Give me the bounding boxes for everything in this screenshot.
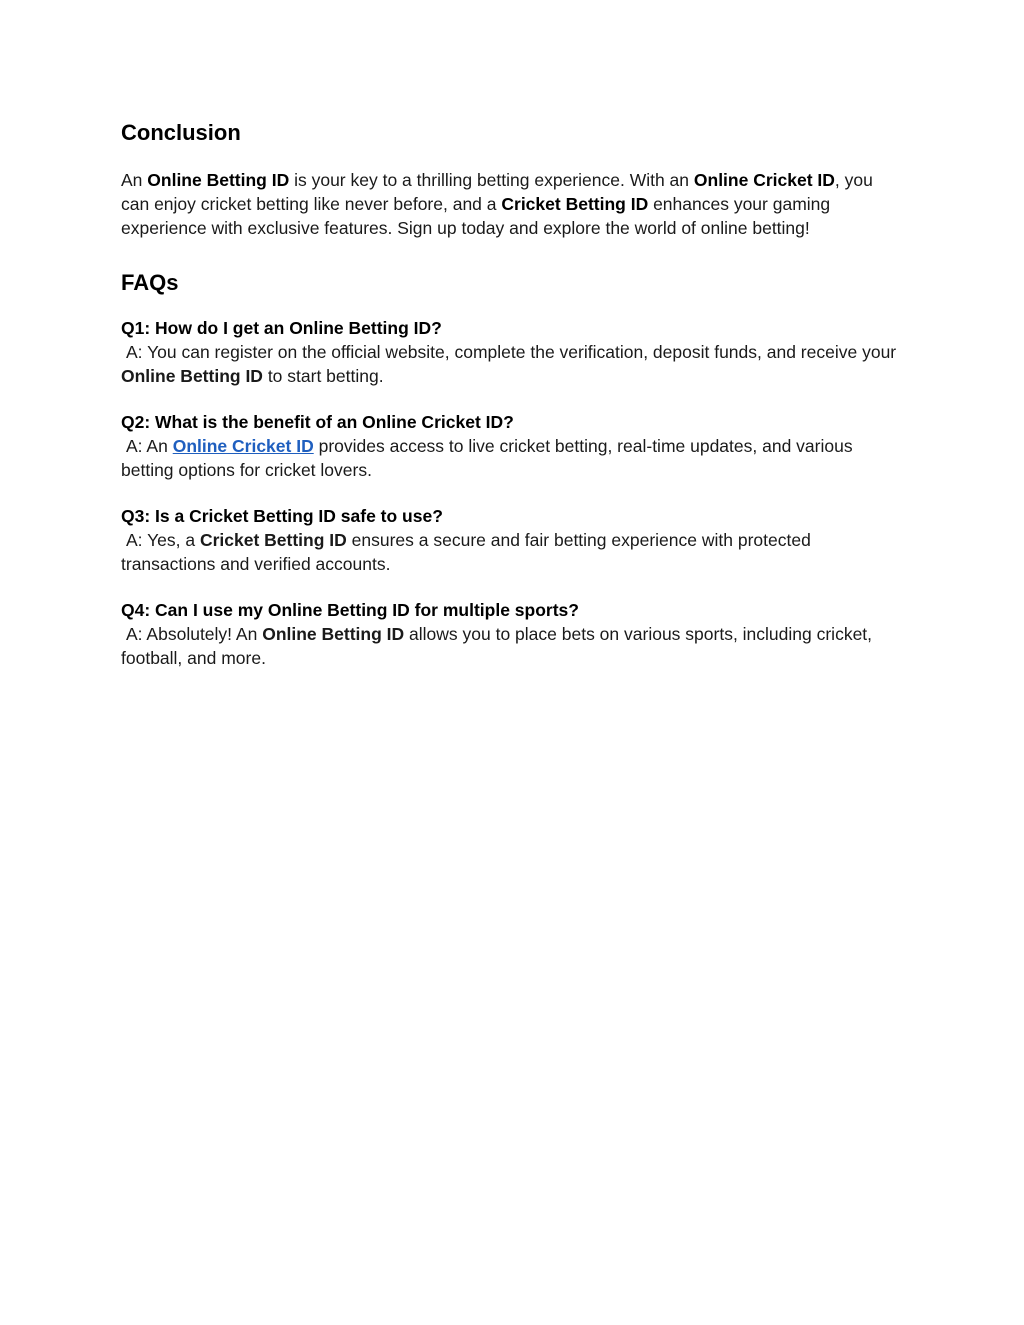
faq-answer-2-text-2: provides access to live cricket betting, real-time updates, and various betting options for cricket lovers. — [121, 436, 853, 480]
conclusion-paragraph — [121, 168, 901, 240]
faq-answer-4-text-1: A: Absolutely! An — [126, 624, 263, 644]
faq-question-3: Q3: Is a Cricket Betting ID safe to use? — [121, 506, 443, 526]
conclusion-text-1: An — [121, 170, 148, 190]
conclusion-bold-cricket-betting-id: Cricket Betting ID — [501, 194, 649, 214]
faq-answer-3-text-1: A: Yes, a — [126, 530, 200, 550]
online-cricket-id-link[interactable]: Online Cricket ID — [172, 436, 314, 456]
faq-answer-3 — [121, 528, 901, 576]
faq-question-2: Q2: What is the benefit of an Online Cricket ID? — [121, 412, 514, 432]
faq-answer-4-text-2: allows you to place bets on various sports, including cricket, football, and more. — [121, 624, 873, 668]
faq-answer-4-bold: Online Betting ID — [262, 624, 405, 644]
faq-answer-1-text-1: A: You can register on the official website, complete the verification, deposit funds, and receive your — [126, 342, 897, 362]
faq-answer-2 — [121, 434, 901, 482]
conclusion-bold-online-betting-id: Online Betting ID — [147, 170, 290, 190]
document-page — [121, 118, 901, 670]
conclusion-text-3: , you can enjoy cricket betting like never before, and a — [121, 170, 873, 214]
faq-item-1 — [121, 316, 901, 388]
faq-item-4 — [121, 598, 901, 670]
faq-answer-1-bold: Online Betting ID — [121, 366, 263, 386]
conclusion-bold-online-cricket-id: Online Cricket ID — [693, 170, 835, 190]
faq-item-2 — [121, 410, 901, 482]
faq-question-4: Q4: Can I use my Online Betting ID for multiple sports? — [121, 600, 579, 620]
conclusion-text-4: enhances your gaming experience with exclusive features. Sign up today and explore the world of online betting! — [121, 194, 831, 238]
faq-answer-1 — [121, 340, 901, 388]
faq-item-3 — [121, 504, 901, 576]
faq-question-1: Q1: How do I get an Online Betting ID? — [121, 318, 442, 338]
faq-answer-3-text-2: ensures a secure and fair betting experience with protected transactions and verified accounts. — [121, 530, 811, 574]
faq-answer-2-text-1: A: An — [126, 436, 173, 456]
conclusion-text-2: is your key to a thrilling betting experience. With an — [289, 170, 694, 190]
faq-answer-4 — [121, 622, 901, 670]
conclusion-heading: Conclusion — [121, 120, 241, 145]
faq-answer-1-text-2: to start betting. — [262, 366, 384, 386]
faqs-heading: FAQs — [121, 270, 179, 295]
faq-answer-3-bold: Cricket Betting ID — [199, 530, 347, 550]
